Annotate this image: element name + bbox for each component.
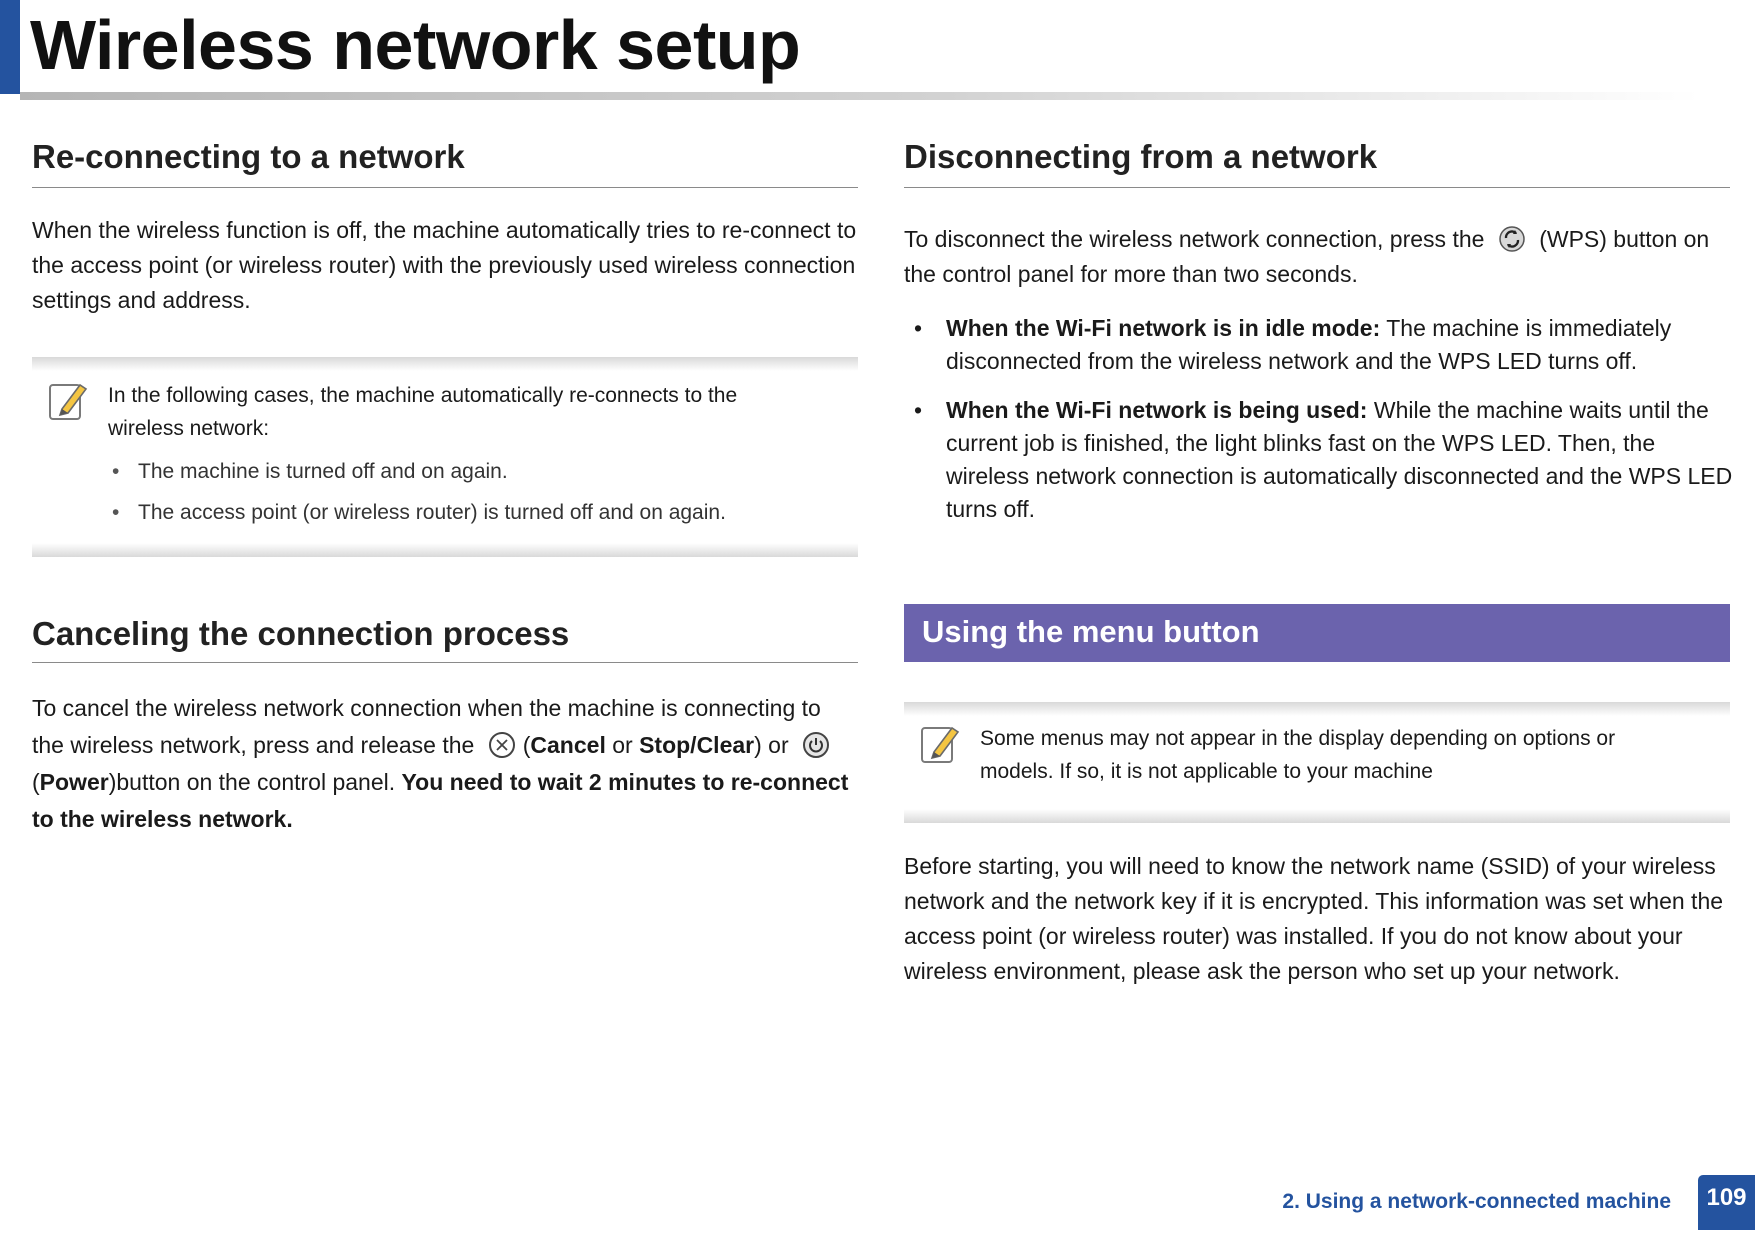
- cancel-text-3: )button on the control panel.: [108, 769, 402, 795]
- cancel-text-2: ) or: [754, 732, 789, 758]
- reconnect-note-list: [108, 451, 818, 533]
- cancel-x-icon: [487, 730, 517, 760]
- power-icon: [801, 730, 831, 760]
- reconnect-warning: You need to wait 2 minutes to re-connect to the wireless network.: [32, 769, 849, 832]
- disconnect-text-2: (WPS) button on the control panel for more than two seconds.: [904, 226, 1710, 287]
- list-item: • The machine is turned off and on again.: [108, 451, 818, 492]
- reconnect-heading: Re-connecting to a network: [32, 138, 465, 175]
- cancel-body: [32, 690, 858, 838]
- disconnect-text-1: To disconnect the wireless network connection, press the: [904, 226, 1485, 252]
- list-item: [904, 312, 1734, 378]
- disconnect-body: [904, 222, 1730, 292]
- disconnect-heading: Disconnecting from a network: [904, 138, 1378, 175]
- or-text: or: [605, 732, 640, 758]
- page-number: 109: [1698, 1175, 1755, 1230]
- bullet-text: While the machine waits until the current job is finished, the light blinks fast on the WPS LED. Then, the wireless network connection is automatically disconnected and the WPS LED turns off.: [946, 397, 1733, 522]
- list-item: • The access point (or wireless router) is turned off and on again.: [108, 492, 818, 533]
- cancel-text-1: To cancel the wireless network connection when the machine is connecting to the wireless network, press and release the: [32, 695, 821, 758]
- pencil-note-icon: [920, 722, 962, 766]
- paren-open: (: [32, 769, 40, 795]
- list-item: [904, 394, 1734, 526]
- cancel-heading: Canceling the connection process: [32, 615, 570, 652]
- pencil-note-icon: [48, 379, 90, 423]
- menu-note-text: Some menus may not appear in the display depending on options or models. If so, it is not applicable to your machine: [980, 727, 1616, 783]
- power-label: Power: [39, 769, 109, 795]
- menu-heading: Using the menu button: [922, 614, 1260, 649]
- title-accent-bar: [0, 0, 20, 94]
- page-title: Wireless network setup: [30, 6, 801, 84]
- stop-clear-label: Stop/Clear: [639, 732, 755, 758]
- menu-note: [904, 702, 1730, 823]
- wps-icon: [1497, 224, 1527, 254]
- section-rule: [904, 187, 1730, 188]
- reconnect-body: When the wireless function is off, the machine automatically tries to re-connect to the access point (or wireless router) with the previously used wireless connection settings and address.: [32, 217, 857, 313]
- menu-section-banner: [904, 604, 1730, 662]
- section-rule: [32, 662, 858, 663]
- section-rule: [32, 187, 858, 188]
- bullet-label: When the Wi-Fi network is being used:: [946, 397, 1368, 423]
- cancel-label: Cancel: [530, 732, 606, 758]
- menu-body: Before starting, you will need to know the network name (SSID) of your wireless network and the network key if it is encrypted. This information was set when the access point (or wireless router) was installed. If you do not know about your wireless environment, please ask the person who set up your network.: [904, 853, 1724, 984]
- disconnect-bullet-list: [904, 312, 1734, 542]
- paren-open: (: [522, 732, 531, 758]
- bullet-label: When the Wi-Fi network is in idle mode:: [946, 315, 1381, 341]
- footer-chapter: 2. Using a network-connected machine: [1282, 1190, 1671, 1213]
- reconnect-note-text: In the following cases, the machine automatically re-connects to the wireless network:: [108, 384, 738, 440]
- bullet-text: The machine is immediately disconnected from the wireless network and the WPS LED turns off.: [946, 315, 1672, 374]
- title-rule: [20, 92, 1700, 100]
- reconnect-note: [32, 357, 858, 557]
